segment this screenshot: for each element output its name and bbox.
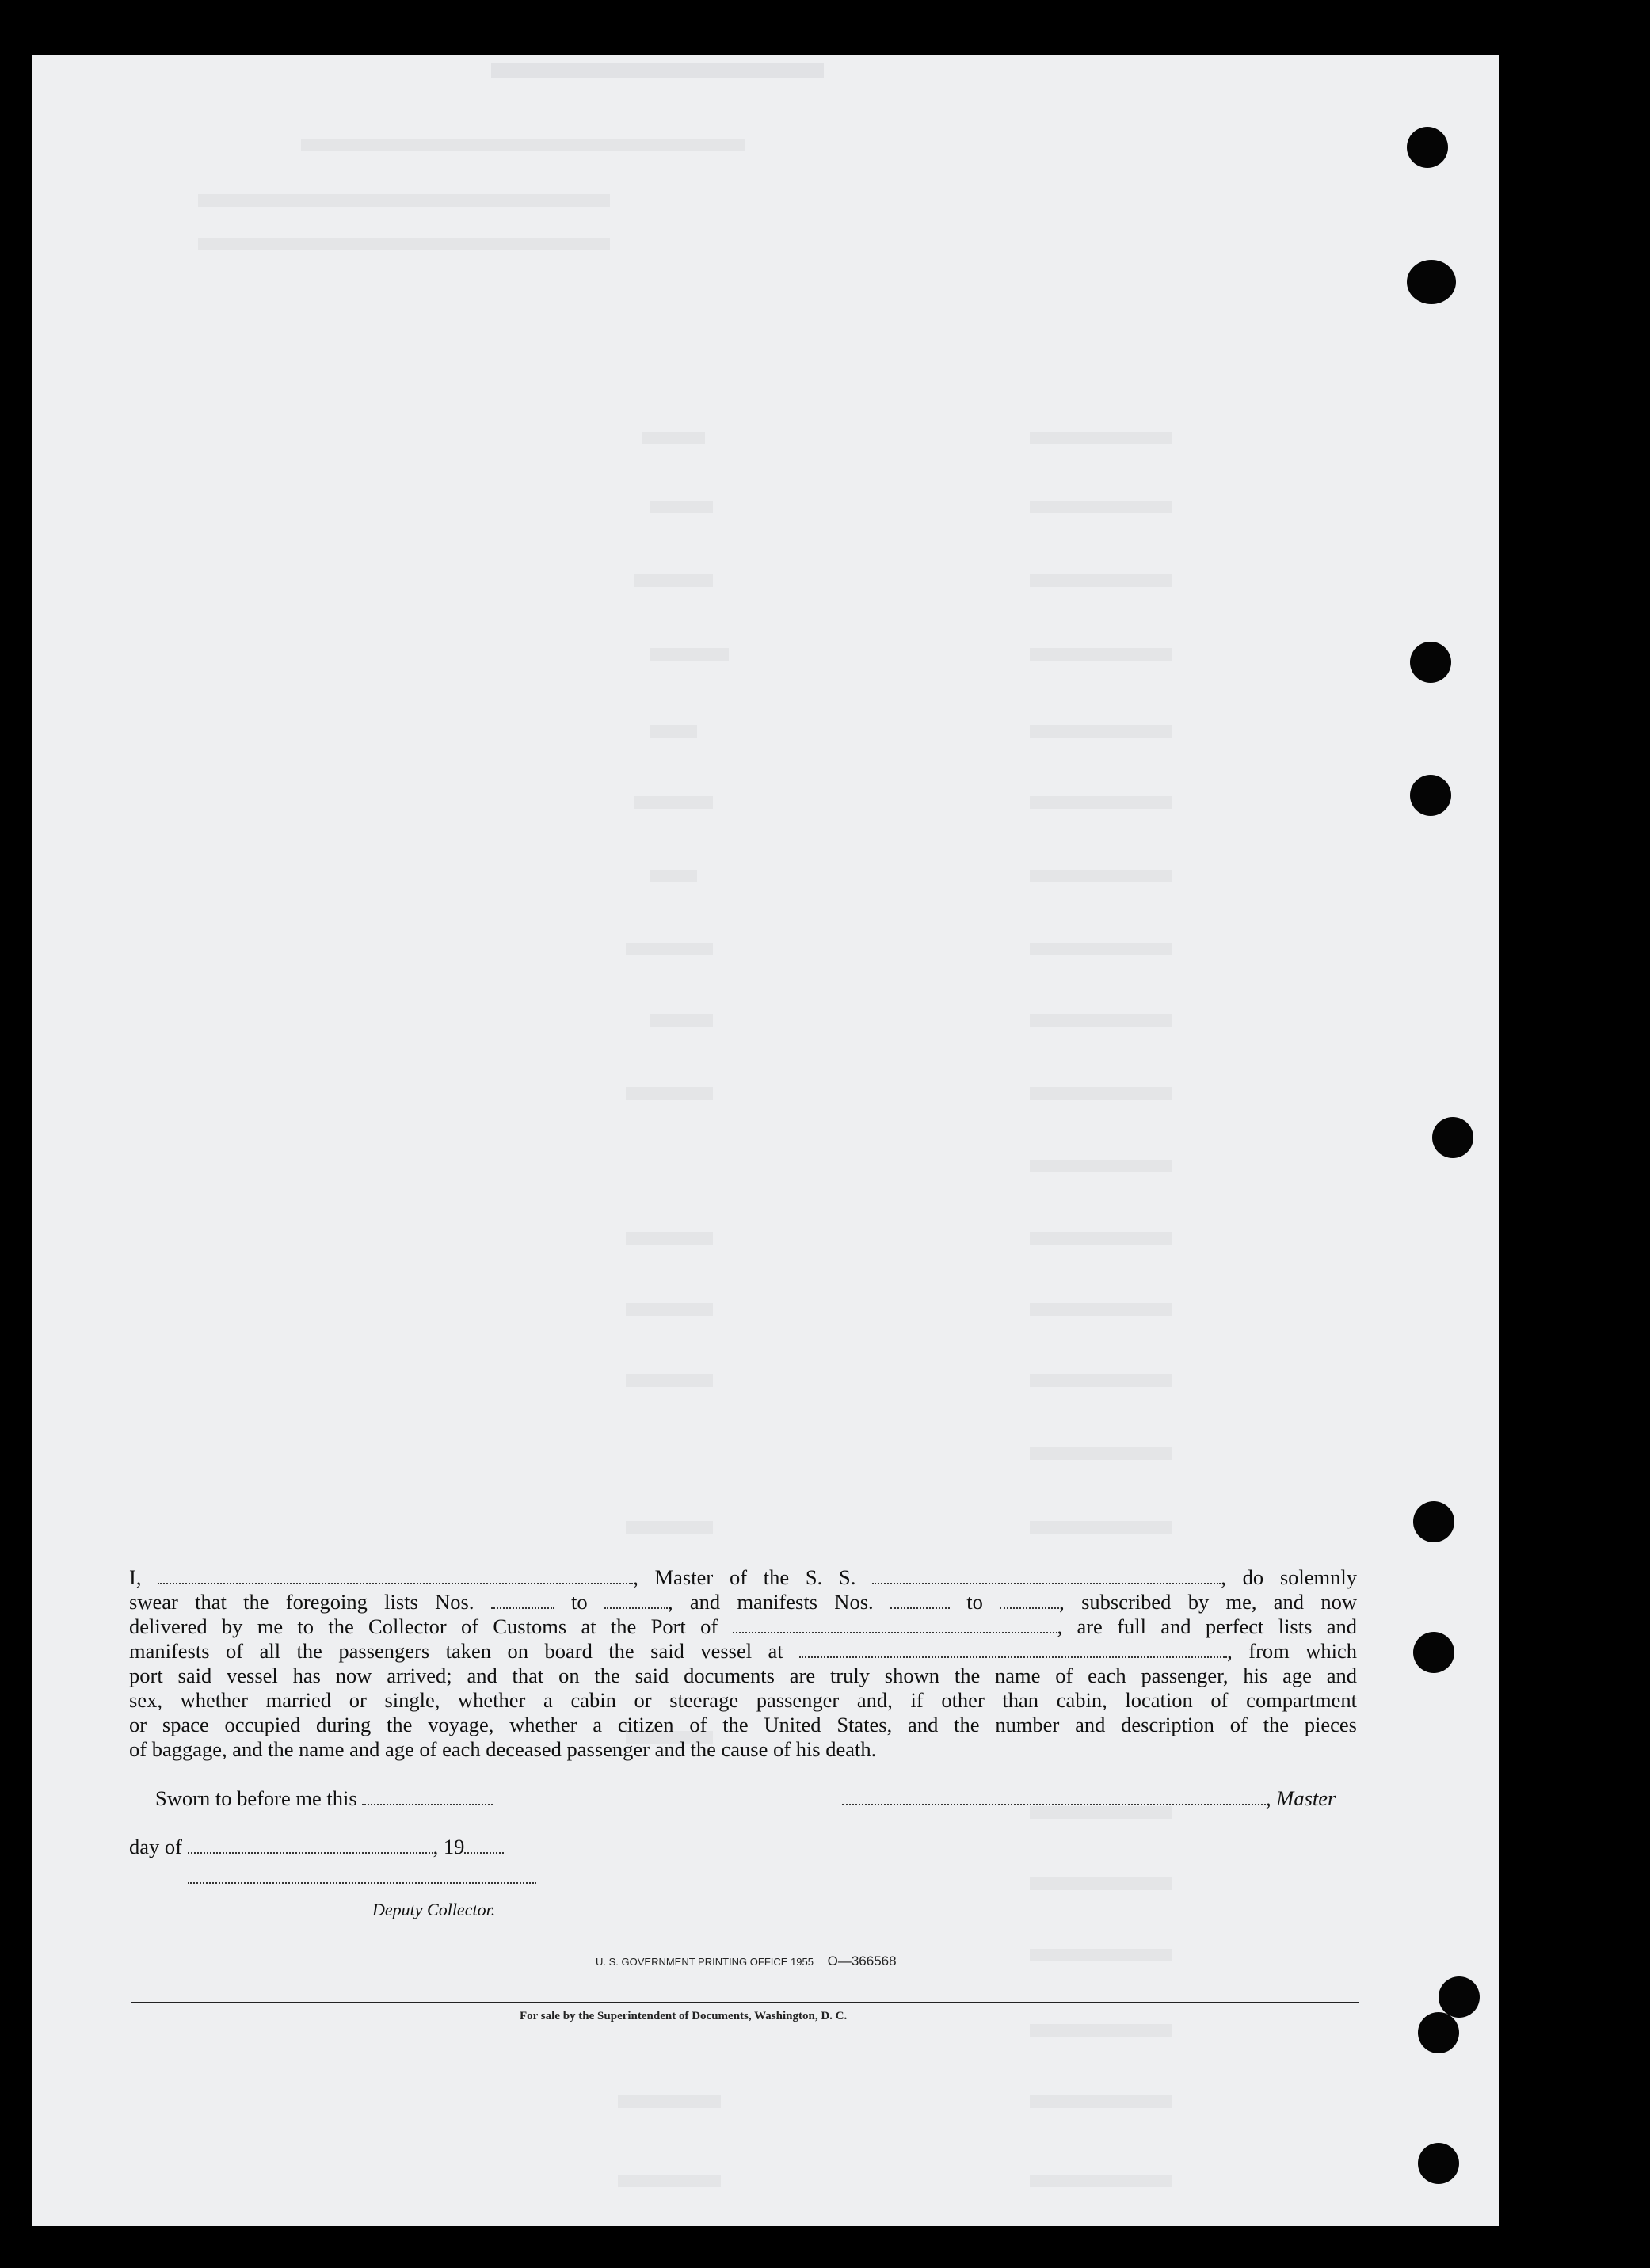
oath-line: of baggage, and the name and age of each deceased passenger and the cause of his death. [129,1737,877,1761]
month-blank [188,1836,433,1854]
deputy-signature-blank [188,1882,536,1884]
vessel-name-blank [872,1567,1221,1584]
day-of-line: day of , 19 [129,1835,504,1859]
oath-line: or space occupied during the voyage, whether a citizen of the United States, and the number and description of the pieces [129,1713,1357,1736]
oath-paragraph [129,1565,1357,1762]
master-name-blank [158,1567,633,1584]
punch-hole [1407,127,1448,168]
footer-rule [131,2002,1359,2003]
sworn-date-blank [362,1788,493,1805]
punch-hole [1410,775,1451,816]
punch-hole [1439,1976,1480,2018]
year-blank [464,1836,504,1854]
manifests-to-blank [1000,1591,1059,1609]
sworn-line: Sworn to before me this [155,1786,493,1811]
punch-hole [1418,2012,1459,2053]
deputy-collector-label: Deputy Collector. [372,1900,496,1919]
master-signature-blank [842,1788,1266,1805]
port-blank [733,1616,1057,1633]
oath-line: port said vessel has now arrived; and that on the said documents are truly shown the name of each passenger, his age and [129,1664,1357,1687]
punch-hole [1407,260,1456,304]
punch-hole [1413,1632,1454,1673]
printing-office-imprint: U. S. GOVERNMENT PRINTING OFFICE 1955 O—366568 [596,1954,897,1969]
sale-notice: For sale by the Superintendent of Documents, Washington, D. C. [520,2010,848,2022]
departure-port-blank [799,1641,1227,1658]
oath-line: delivered by me to the Collector of Customs at the Port of , are full and perfect lists and [129,1614,1357,1638]
oath-line: swear that the foregoing lists Nos. to , and manifests Nos. to , subscribed by me, and now [129,1590,1357,1614]
oath-line: I, , Master of the S. S. , do solemnly [129,1565,1357,1589]
lists-to-blank [604,1591,668,1609]
punch-hole [1432,1117,1473,1158]
punch-hole [1418,2143,1459,2184]
oath-line: manifests of all the passengers taken on board the said vessel at , from which [129,1639,1358,1663]
lists-from-blank [491,1591,554,1609]
punch-hole [1410,642,1451,683]
master-signature-line: , Master [842,1786,1336,1811]
manifests-from-blank [890,1591,950,1609]
document-page [32,55,1499,2226]
punch-hole [1413,1501,1454,1542]
oath-line: sex, whether married or single, whether a cabin or steerage passenger and, if other than cabin, location of compartment [129,1688,1357,1712]
